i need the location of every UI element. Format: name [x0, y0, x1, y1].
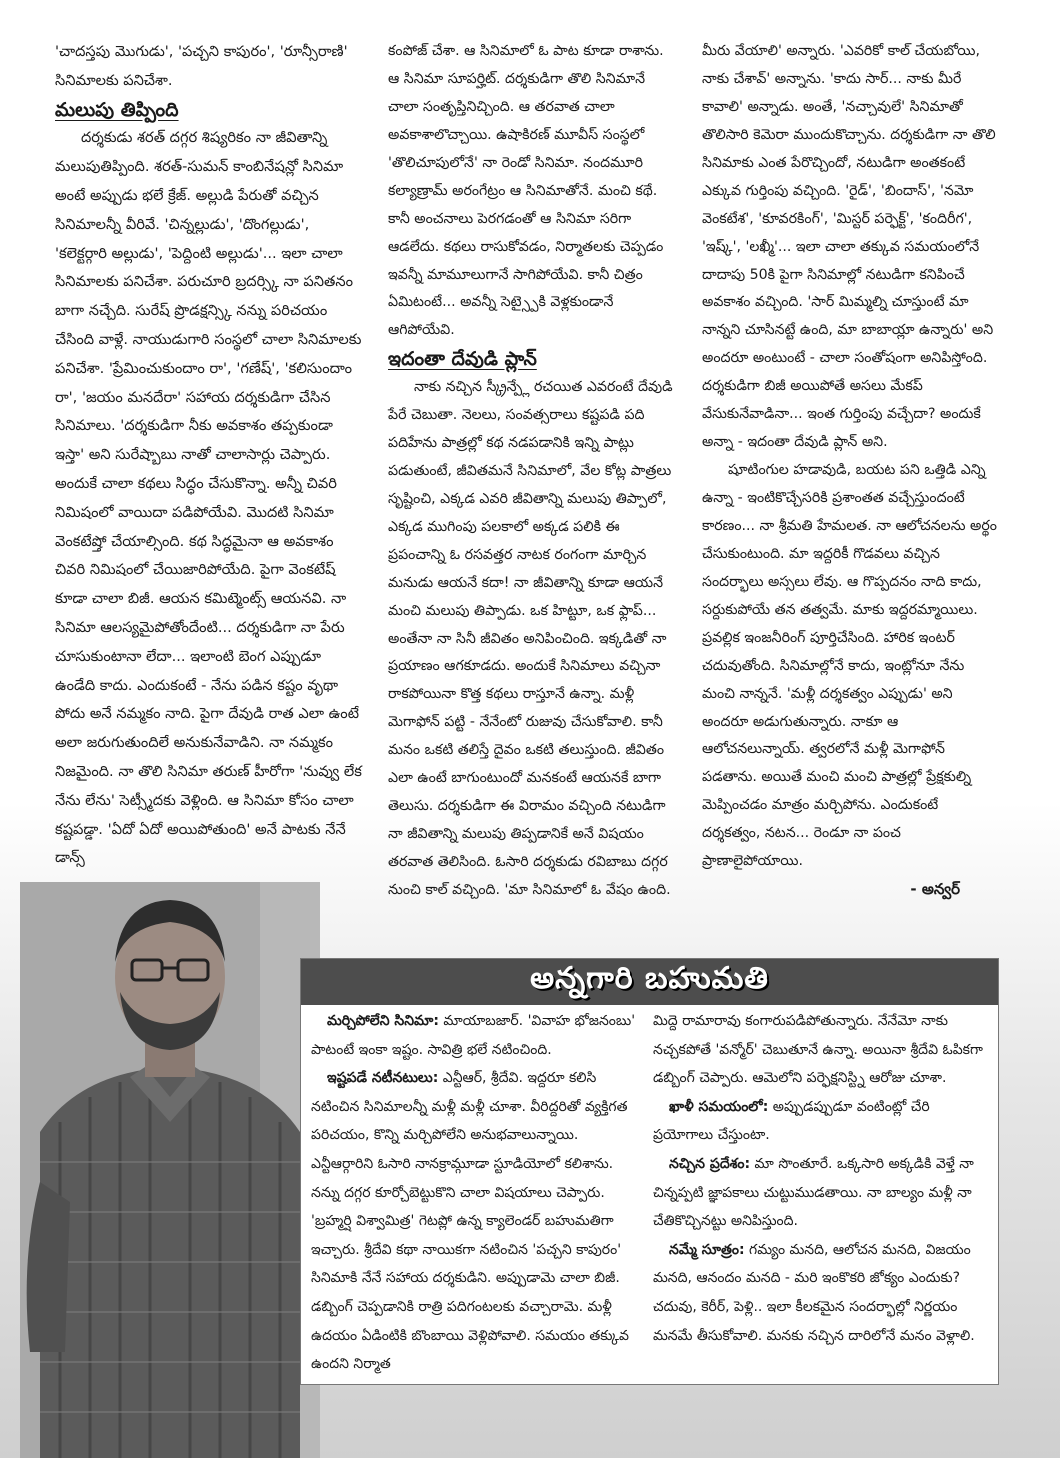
portrait-photo [20, 882, 320, 1458]
box-item-text: మాయాబజార్. 'వివాహ భోజనంబు' పాటంటే ఇంకా ఇష్టం. సావిత్రి భలే నటించింది. [311, 1013, 636, 1058]
box-item-text: అప్పుడప్పుడూ వంటింట్లో చేరి ప్రయోగాలు చేస్తుంటా. [653, 1098, 930, 1144]
box-item [653, 1236, 983, 1350]
box-item-text: మా సొంతూరే. ఒక్కసారి అక్కడికి వెళ్తే నా చిన్నప్పటి జ్ఞాపకాలు చుట్టుముడతాయి. నా బాల్యం మళ్లీ నా చేతికొచ్చినట్టు అనిపిస్తుంది. [653, 1155, 974, 1230]
box-column-left [311, 1007, 641, 1379]
box-item-label: నమ్మే సూత్రం: [669, 1241, 745, 1258]
box-item-label: నచ్చిన ప్రదేశం: [669, 1155, 751, 1172]
box-item-text: మిద్దె రామారావు కంగారుపడిపోతున్నారు. నేనేమో నాకు నచ్చకపోతే 'వన్మోర్' చెబుతూనే ఉన్నా. అయినా శ్రీదేవి ఓపికగా డబ్బింగ్ చెప్పారు. ఆమెలోని పర్ఫెక్షనిస్ట్ని ఆరోజు చూశా. [653, 1013, 983, 1087]
section-heading-gods-plan: ఇదంతా దేవుడి ప్లాన్ [388, 348, 537, 371]
box-title-bar [301, 959, 998, 1005]
column-2-intro: కంపోజ్ చేశా. ఆ సినిమాలో ఓ పాట కూడా రాశాను. ఆ సినిమా సూపర్హిట్. దర్శకుడిగా తొలి సినిమానే చాలా సంతృప్తినిచ్చింది. ఆ తరవాత చాలా అవకాశాలొచ్చాయి. ఉషాకిరణ్ మూవీస్ సంస్థలో 'తొలిచూపులోనే' నా రెండో సినిమా. నందమూరి కల్యాణ్రామ్ అరంగేట్రం ఆ సినిమాతోనే. మంచి కథే. కానీ అంచనాలు పెరగడంతో ఆ సినిమా సరిగా ఆడలేదు. కథలు రాసుకోవడం, నిర్మాతలకు చెప్పడం ఇవన్నీ మామూలుగానే సాగిపోయేవి. కానీ చిత్రం ఏమిటంటే... అవన్నీ సెట్స్పైకి వెళ్లకుండానే ఆగిపోయేవి. [388, 43, 664, 339]
section-heading-turning-point: మలుపు తిప్పింది [55, 98, 179, 121]
article-column-3 [702, 38, 998, 904]
box-item [311, 1007, 641, 1064]
article-column-1 [55, 38, 363, 873]
column-3-intro: మీరు వేయాలి' అన్నారు. 'ఎవరికో కాల్ చేయబోయి, నాకు చేశావ్' అన్నాను. 'కాదు సార్... నాకు మీరే కావాలి' అన్నాడు. అంతే, 'నచ్చావులే' సినిమాతో తొలిసారి కెమెరా ముందుకొచ్చాను. దర్శకుడిగా నా తొలి సినిమాకు ఎంత పేరొచ్చిందో, నటుడిగా అంతకంటే ఎక్కువ గుర్తింపు వచ్చింది. 'రైడ్', 'బిందాస్', 'నమో వెంకటేశ', 'కూవరకింగ్', 'మిస్టర్ పర్ఫెక్ట్', 'కందిరీగ', 'ఇష్క్', 'లఖ్మీ'... ఇలా చాలా తక్కువ సమయంలోనే దాదాపు 50కి పైగా సినిమాల్లో నటుడిగా కనిపించే అవకాశం వచ్చింది. 'సార్ మిమ్మల్ని చూస్తుంటే మా నాన్నని చూసినట్టే ఉంది, మా బాబాయ్లా ఉన్నారు' అని అందరూ అంటుంటే - చాలా సంతోషంగా అనిపిస్తోంది. దర్శకుడిగా బిజీ అయిపోతే అసలు మేకప్ వేసుకునేవాడినా... ఇంత గుర్తింపు వచ్చేదా? అందుకే అన్నా - ఇదంతా దేవుడి ప్లాన్ అని. [702, 43, 996, 451]
box-item [653, 1007, 983, 1093]
box-column-right [653, 1007, 983, 1350]
article-column-2 [388, 38, 678, 905]
portrait-illustration [20, 882, 320, 1458]
box-item [311, 1064, 641, 1379]
box-item-label: ఇష్టపడే నటీనటులు: [327, 1070, 439, 1087]
column-2-body: నాకు నచ్చిన స్క్రీన్ప్లే రచయిత ఎవరంటే దేవుడి పేరే చెబుతా. నెలలు, సంవత్సరాలు కష్టపడి పది పదిహేను పాత్రల్లో కథ నడపడానికి ఇన్ని పాట్లు పడుతుంటే, జీవితమనే సినిమాలో, వేల కోట్ల పాత్రలు సృష్టించి, ఎక్కడ ఎవరి జీవితాన్ని మలుపు తిప్పాలో, ఎక్కడ ముగింపు పలకాలో అక్కడ పలికి ఈ ప్రపంచాన్ని ఓ రసవత్తర నాటక రంగంగా మార్చిన మనుడు ఆయనే కదా! నా జీవితాన్ని కూడా ఆయనే మంచి మలుపు తిప్పాడు. ఒక హిట్టూ, ఒక ఫ్లాప్... అంతేనా నా సినీ జీవితం అనిపించింది. ఇక్కడితో నా ప్రయాణం ఆగకూడదు. అందుకే సినిమాలు వచ్చినా రాకపోయినా కొత్త కథలు రాస్తూనే ఉన్నా. మళ్లీ మెగాఫోన్ పట్టి - నేనేంటో రుజువు చేసుకోవాలి. కానీ మనం ఒకటి తలిస్తే దైవం ఒకటి తలుస్తుంది. జీవితం ఎలా ఉంటే బాగుంటుందో మనకంటే ఆయనకే బాగా తెలుసు. దర్శకుడిగా ఈ విరామం వచ్చింది నటుడిగా నా జీవితాన్ని మలుపు తిప్పడానికే అనే విషయం తరవాత తెలిసింది. ఓసారి దర్శకుడు రవిబాబు దగ్గర నుంచి కాల్ వచ్చింది. 'మా సినిమాలో ఓ వేషం ఉంది. [388, 379, 673, 898]
box-item [653, 1150, 983, 1236]
sidebar-box [300, 958, 999, 1385]
box-item-text: గమ్యం మనది, ఆలోచన మనది, విజయం మనది, ఆనందం మనది - మరి ఇంకొకరి జోక్యం ఎందుకు? చదువు, కెరీర్, పెళ్లి.. ఇలా కీలకమైన సందర్భాల్లో నిర్ణయం మనమే తీసుకోవాలి. మనకు నచ్చిన దారిలోనే మనం వెళ్లాలి. [653, 1241, 975, 1344]
box-item-label: ఖాళీ సమయంలో: [669, 1098, 769, 1115]
column-3-body: షూటింగుల హడావుడి, బయట పని ఒత్తిడి ఎన్ని ఉన్నా - ఇంటికొచ్చేసరికి ప్రశాంతత వచ్చేస్తుందంటే కారణం... నా శ్రీమతి హేమలత. నా ఆలోచనలను అర్థం చేసుకుంటుంది. మా ఇద్దరికీ గొడవలు వచ్చిన సందర్భాలు అస్సలు లేవు. ఆ గొప్పదనం నాది కాదు, సర్దుకుపోయే తన తత్వమే. మాకు ఇద్దరమ్మాయిలు. ప్రవల్లిక ఇంజనీరింగ్ పూర్తిచేసింది. హారిక ఇంటర్ చదువుతోంది. సినిమాల్లోనే కాదు, ఇంట్లోనూ నేను మంచి నాన్ననే. 'మళ్లీ దర్శకత్వం ఎప్పుడు' అని అందరూ అడుగుతున్నారు. నాకూ ఆ ఆలోచనలున్నాయ్. త్వరలోనే మళ్లీ మెగాఫోన్ పడతాను. అయితే మంచి మంచి పాత్రల్లో ప్రేక్షకుల్ని మెప్పించడం మాత్రం మర్చిపోను. ఎందుకంటే దర్శకత్వం, నటన... రెండూ నా పంచ ప్రాణాలైపోయాయి. [702, 462, 997, 870]
box-title: అన్నగారి బహుమతి [530, 961, 769, 996]
box-item-label: మర్చిపోలేని సినిమా: [327, 1013, 439, 1029]
column-1-body: దర్శకుడు శరత్ దగ్గర శిష్యరికం నా జీవితాన్ని మలుపుతిప్పింది. శరత్-సుమన్ కాంబినేషన్లో సినిమా అంటే అప్పుడు భలే క్రేజ్. అల్లుడి పేరుతో వచ్చిన సినిమాలన్నీ వీరివే. 'చిన్నల్లుడు', 'దొంగల్లుడు', 'కలెక్టర్గారి అల్లుడు', 'పెద్దింటి అల్లుడు'... ఇలా చాలా సినిమాలకు పనిచేశా. పరుచూరి బ్రదర్స్కి నా పనితనం బాగా నచ్చేది. సురేష్ ప్రొడక్షన్స్కి నన్ను పరిచయం చేసింది వాళ్లే. నాయుడుగారి సంస్థలో చాలా సినిమాలకు పనిచేశా. 'ప్రేమించుకుందాం రా', 'గణేష్', 'కలిసుందాం రా', 'జయం మనదేరా' సహాయ దర్శకుడిగా చేసిన సినిమాలు. 'దర్శకుడిగా నీకు అవకాశం తప్పకుండా ఇస్తా' అని సురేష్బాబు నాతో చాలాసార్లు చెప్పారు. అందుకే చాలా కథలు సిద్ధం చేసుకొన్నా. అన్నీ చివరి నిమిషంలో వాయిదా పడిపోయేవి. మొదటి సినిమా వెంకటేష్తో చేయాల్సింది. కథ సిద్ధమైనా ఆ అవకాశం చివరి నిమిషంలో చేయిజారిపోయేది. పైగా వెంకటేష్ కూడా చాలా బిజీ. ఆయన కమిట్మెంట్స్ ఆయనవి. నా సినిమా ఆలస్యమైపోతోందేంటి... దర్శకుడిగా నా పేరు చూసుకుంటానా లేదా... ఇలాంటి బెంగ ఎప్పుడూ ఉండేది కాదు. ఎందుకంటే - నేను పడిన కష్టం వృథా పోదు అనే నమ్మకం నాది. పైగా దేవుడి రాత ఎలా ఉంటే అలా జరుగుతుందిలే అనుకునేవాడిని. నా నమ్మకం నిజమైంది. నా తొలి సినిమా తరుణ్ హీరోగా 'నువ్వు లేక నేను లేను' సెట్స్మీదకు వెళ్లింది. ఆ సినిమా కోసం చాలా కష్టపడ్డా. 'ఏదో ఏదో అయిపోతుంది' అనే పాటకు నేనే డాన్స్ [55, 129, 362, 867]
column-1-intro: 'చాదస్తపు మొగుడు', 'పచ్చని కాపురం', 'రూన్సీరాణి' సినిమాలకు పనిచేశా. [55, 43, 348, 89]
author-signature: - అన్వర్ [910, 880, 960, 899]
box-item-text: ఎన్టీఆర్, శ్రీదేవి. ఇద్దరూ కలిసి నటించిన సినిమాలన్నీ మళ్లీ మళ్లీ చూశా. వీరిద్దరితో వ్యక్తిగత పరిచయం, కొన్ని మర్చిపోలేని అనుభవాలున్నాయి. ఎన్టీఆర్గారిని ఓసారి నానక్రామ్గూడా స్టూడియోలో కలిశాను. నన్ను దగ్గర కూర్చోబెట్టుకొని చాలా విషయాలు చెప్పారు. 'బ్రహ్మర్షి విశ్వామిత్ర' గెటప్లో ఉన్న క్యాలెండర్ బహుమతిగా ఇచ్చారు. శ్రీదేవి కథా నాయికగా నటించిన 'పచ్చని కాపురం' సినిమాకి నేనే సహాయ దర్శకుడిని. అప్పుడామె చాలా బిజీ. డబ్బింగ్ చెప్పడానికి రాత్రి పదిగంటలకు వచ్చారామె. మళ్లీ ఉదయం ఏడింటికి బొంబాయి వెళ్లిపోవాలి. సమయం తక్కువ ఉందని నిర్మాత [311, 1070, 629, 1373]
box-item [653, 1093, 983, 1150]
